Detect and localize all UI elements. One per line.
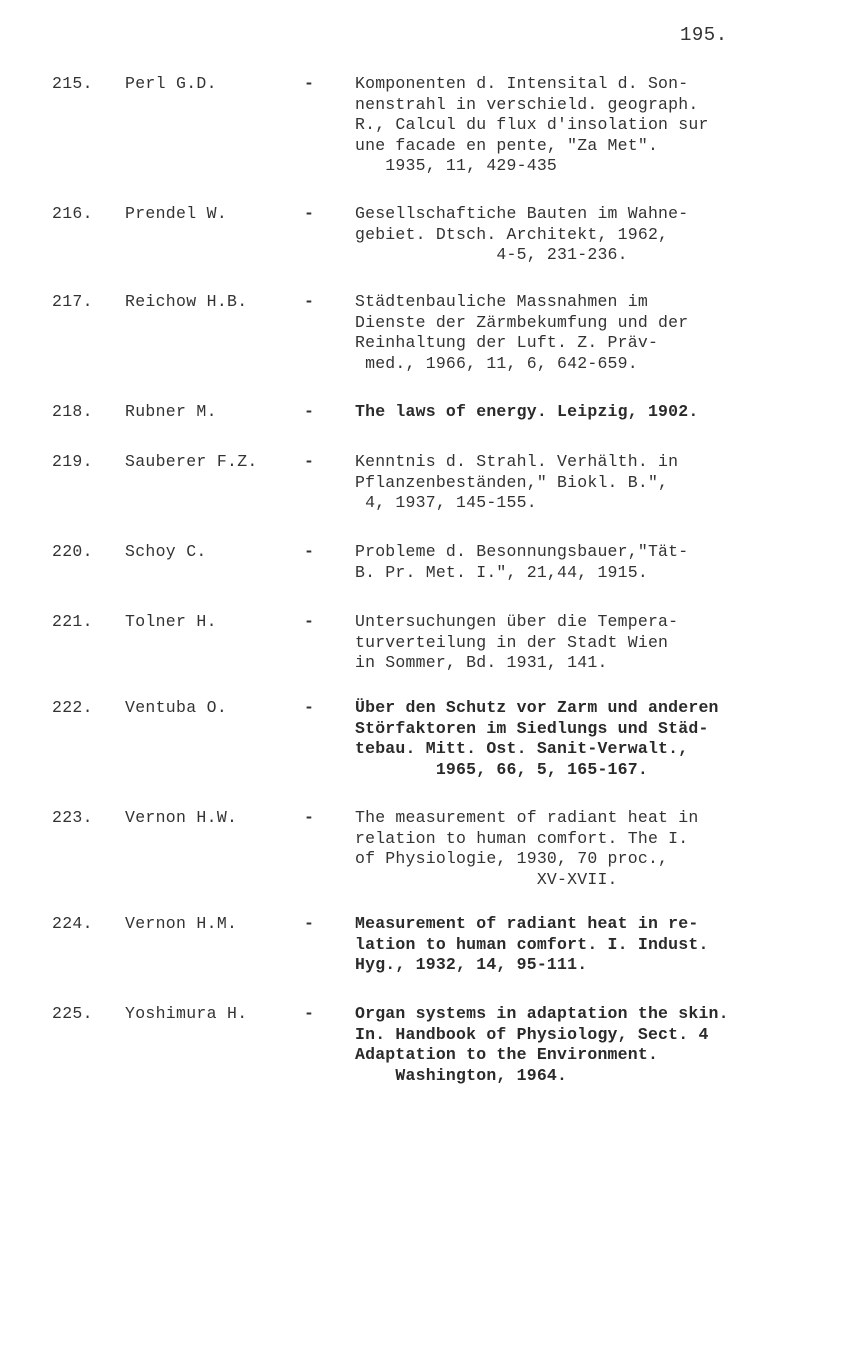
entry-number: 215.	[52, 74, 93, 93]
reference-line: turverteilung in der Stadt Wien	[355, 632, 669, 652]
entry-author: Perl G.D.	[125, 74, 217, 93]
reference-line: une facade en pente, "Za Met".	[355, 135, 659, 155]
page-number: 195.	[680, 24, 728, 46]
reference-line: Über den Schutz vor Zarm und anderen	[355, 698, 719, 717]
entry-dash: -	[304, 452, 314, 471]
entry-author: Tolner H.	[125, 612, 217, 631]
entry-reference	[355, 452, 825, 514]
reference-line: Organ systems in adaptation the skin.	[355, 1004, 729, 1023]
reference-line: Untersuchungen über die Tempera-	[355, 612, 679, 631]
reference-line: B. Pr. Met. I.", 21,44, 1915.	[355, 562, 648, 582]
entry-reference	[355, 612, 825, 674]
entry-reference	[355, 914, 825, 976]
reference-line: Adaptation to the Environment.	[355, 1045, 659, 1064]
entry-dash: -	[304, 204, 314, 223]
entry-number: 222.	[52, 698, 93, 717]
reference-line: Gesellschaftiche Bauten im Wahne-	[355, 204, 689, 223]
entry-author: Prendel W.	[125, 204, 228, 223]
entry-number: 220.	[52, 542, 93, 561]
entry-reference	[355, 204, 825, 266]
reference-line: 4, 1937, 145-155.	[355, 493, 537, 512]
entry-dash: -	[304, 808, 314, 827]
entry-number: 225.	[52, 1004, 93, 1023]
entry-number: 224.	[52, 914, 93, 933]
reference-line: Dienste der Zärmbekumfung und der	[355, 312, 689, 332]
entry-reference	[355, 402, 825, 423]
entry-reference	[355, 1004, 825, 1086]
entry-author: Rubner M.	[125, 402, 217, 421]
entry-reference	[355, 698, 825, 780]
reference-line: of Physiologie, 1930, 70 proc.,	[355, 849, 669, 868]
entry-number: 221.	[52, 612, 93, 631]
entry-author: Ventuba O.	[125, 698, 228, 717]
entry-author: Vernon H.W.	[125, 808, 238, 827]
entry-dash: -	[304, 914, 314, 933]
reference-line: med., 1966, 11, 6, 642-659.	[355, 353, 638, 373]
reference-line: Störfaktoren im Siedlungs und Städ-	[355, 718, 709, 738]
entry-reference	[355, 292, 825, 374]
entry-reference	[355, 808, 825, 890]
reference-line: In. Handbook of Physiology, Sect. 4	[355, 1024, 709, 1044]
entry-number: 219.	[52, 452, 93, 471]
entry-number: 223.	[52, 808, 93, 827]
reference-line: gebiet. Dtsch. Architekt, 1962,	[355, 224, 669, 244]
reference-line: XV-XVII.	[355, 869, 618, 889]
reference-line: Reinhaltung der Luft. Z. Präv-	[355, 333, 659, 352]
entry-dash: -	[304, 1004, 314, 1023]
reference-line: R., Calcul du flux d'insolation sur	[355, 115, 709, 134]
reference-line: Hyg., 1932, 14, 95-111.	[355, 955, 588, 974]
entry-dash: -	[304, 292, 314, 311]
entry-number: 217.	[52, 292, 93, 311]
reference-line: lation to human comfort. I. Indust.	[355, 934, 709, 954]
reference-line: Kenntnis d. Strahl. Verhälth. in	[355, 452, 679, 471]
reference-line: Städtenbauliche Massnahmen im	[355, 292, 648, 311]
reference-line: 1935, 11, 429-435	[355, 156, 558, 175]
reference-line: in Sommer, Bd. 1931, 141.	[355, 653, 608, 672]
reference-line: Washington, 1964.	[355, 1065, 568, 1085]
entry-author: Reichow H.B.	[125, 292, 248, 311]
entry-dash: -	[304, 402, 314, 421]
reference-line: Pflanzenbeständen," Biokl. B.",	[355, 472, 669, 492]
entry-dash: -	[304, 698, 314, 717]
entry-dash: -	[304, 74, 314, 93]
reference-line: relation to human comfort. The I.	[355, 828, 689, 848]
reference-line: 1965, 66, 5, 165-167.	[355, 759, 648, 779]
reference-line: Probleme d. Besonnungsbauer,"Tät-	[355, 542, 689, 561]
reference-line: The measurement of radiant heat in	[355, 808, 699, 827]
entry-author: Schoy C.	[125, 542, 207, 561]
reference-line: tebau. Mitt. Ost. Sanit-Verwalt.,	[355, 739, 689, 758]
reference-line: 4-5, 231-236.	[355, 245, 628, 264]
entry-dash: -	[304, 542, 314, 561]
entry-reference	[355, 542, 825, 583]
reference-line: Komponenten d. Intensital d. Son-	[355, 74, 689, 93]
entry-number: 216.	[52, 204, 93, 223]
reference-line: The laws of energy. Leipzig, 1902.	[355, 402, 699, 421]
entry-author: Yoshimura H.	[125, 1004, 248, 1023]
entry-reference	[355, 74, 825, 177]
reference-line: nenstrahl in verschield. geograph.	[355, 94, 699, 114]
entry-author: Sauberer F.Z.	[125, 452, 258, 471]
entry-number: 218.	[52, 402, 93, 421]
entry-dash: -	[304, 612, 314, 631]
reference-line: Measurement of radiant heat in re-	[355, 914, 699, 933]
entry-author: Vernon H.M.	[125, 914, 238, 933]
